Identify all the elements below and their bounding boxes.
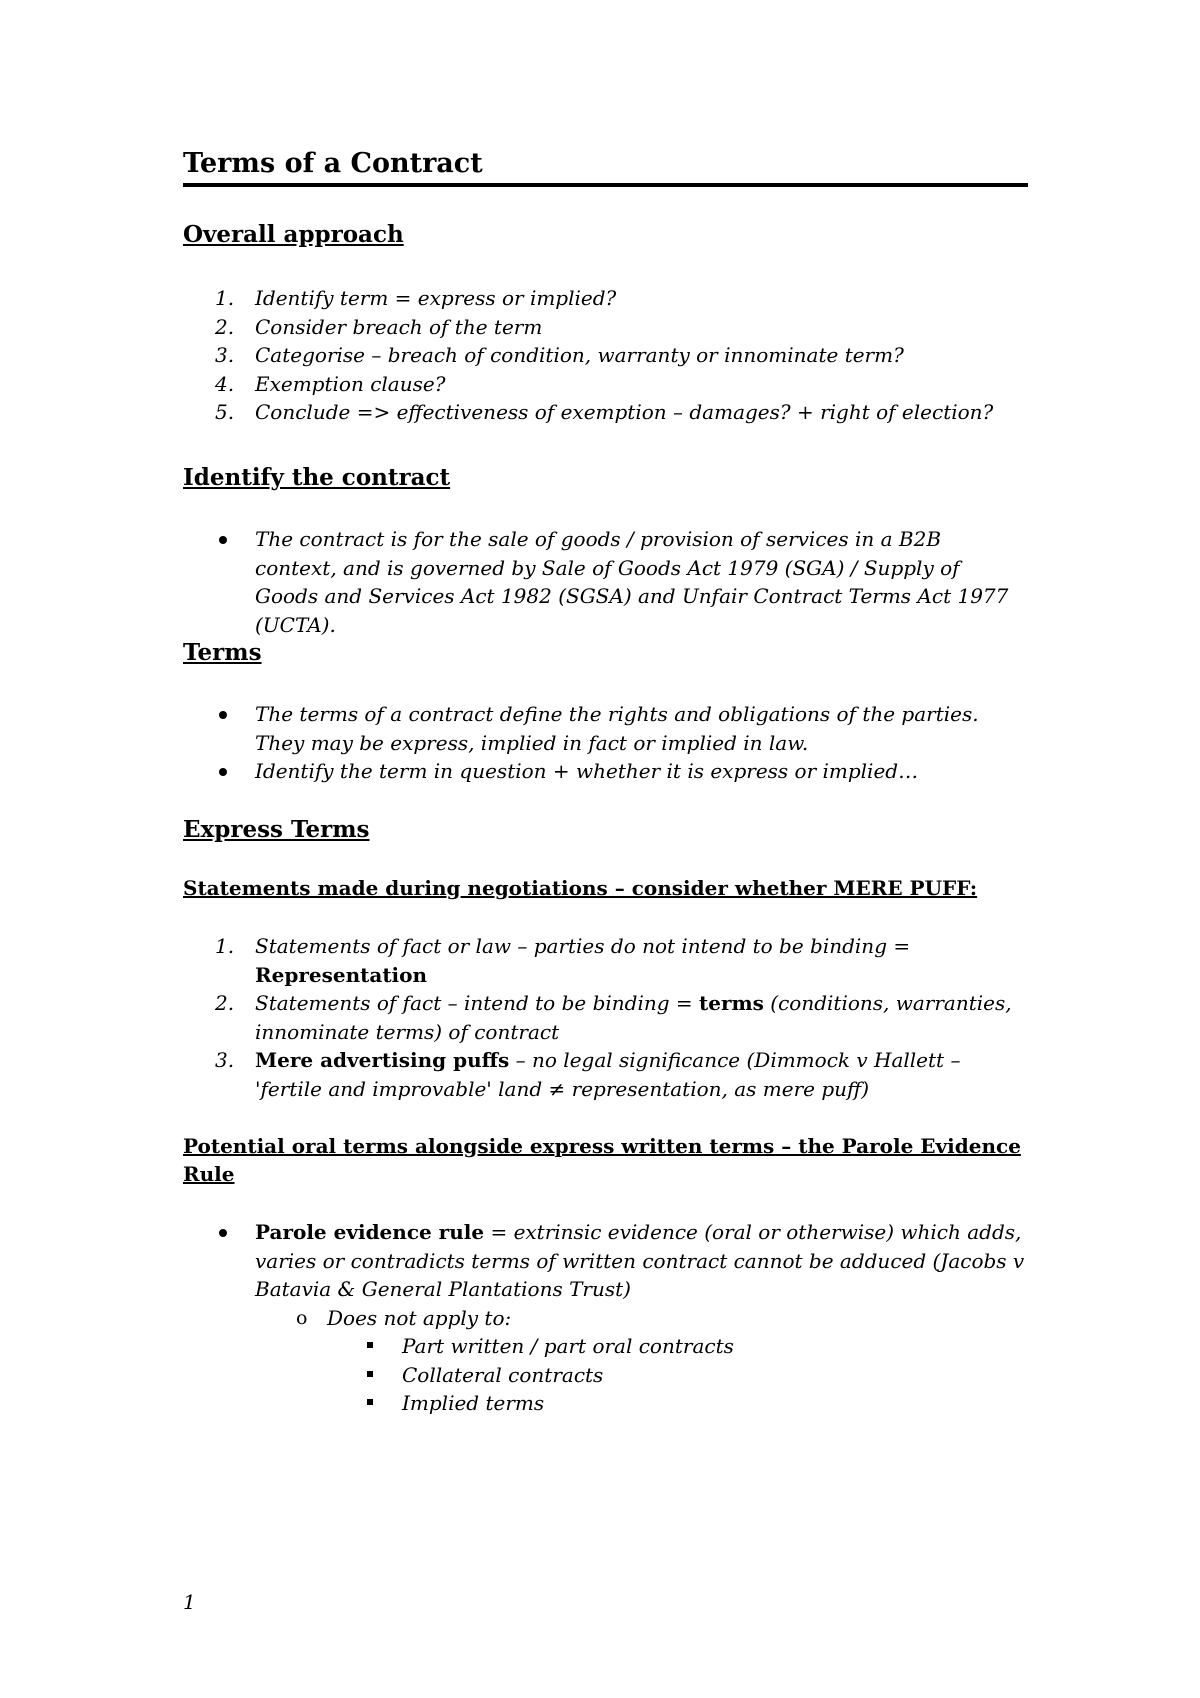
overall-approach-list (183, 284, 1028, 427)
express-terms-list (183, 932, 1028, 1103)
heading-terms: Terms (183, 639, 262, 666)
list-item: Parole evidence rule = extrinsic evidence (oral or otherwise) which adds, varies or contradicts terms of written contract cannot be adduced (Jacobs v Batavia & General Plantations Trust) (183, 1218, 1028, 1304)
list-item: 3. Categorise – breach of condition, warranty or innominate term? (215, 343, 904, 367)
page-number: 1 (183, 1590, 196, 1614)
subheading-parole-evidence: Potential oral terms alongside express written terms – the Parole Evidence Rule (183, 1134, 1021, 1186)
list-item: The contract is for the sale of goods / provision of services in a B2B context, and is governed by Sale of Goods Act 1979 (SGA) / Supply of Goods and Services Act 1982 (SGSA) and Unfair Contract Terms Act 1977 (UCTA). (183, 525, 1028, 639)
bullet-icon (219, 1229, 227, 1237)
list-item: 2. Statements of fact – intend to be binding = terms (conditions, warranties, innominate terms) of contract (215, 991, 1012, 1044)
terms-list (183, 700, 1028, 786)
heading-overall-approach: Overall approach (183, 221, 404, 248)
list-item: 1. Identify term = express or implied? (215, 286, 617, 310)
list-item: Part written / part oral contracts (183, 1332, 1028, 1361)
bullet-icon (219, 768, 227, 776)
list-item: o Does not apply to: (183, 1304, 1028, 1333)
subheading-statements-negotiations: Statements made during negotiations – consider whether MERE PUFF: (183, 876, 978, 900)
list-item: 4. Exemption clause? (215, 371, 446, 396)
page-title: Terms of a Contract (183, 146, 1028, 187)
parole-evidence-list (183, 1218, 1028, 1418)
list-item: Identify the term in question + whether it is express or implied… (183, 757, 1028, 786)
identify-contract-list (183, 525, 1028, 639)
square-bullet-icon (367, 1342, 373, 1348)
list-item: 5. Conclude => effectiveness of exemption – damages? + right of election? (215, 400, 994, 424)
list-item: 1. Statements of fact or law – parties do not intend to be binding = Representation (215, 934, 911, 987)
heading-identify-contract: Identify the contract (183, 464, 451, 491)
list-item: The terms of a contract define the rights and obligations of the parties. They may be express, implied in fact or implied in law. (183, 700, 1028, 757)
list-item: 2. Consider breach of the term (215, 314, 543, 339)
square-bullet-icon (367, 1399, 373, 1405)
heading-express-terms: Express Terms (183, 816, 370, 843)
list-item: 3. Mere advertising puffs – no legal significance (Dimmock v Hallett – 'fertile and improvable' land ≠ representation, as mere puff) (215, 1048, 961, 1101)
circle-bullet-icon: o (296, 1306, 308, 1329)
bullet-icon (219, 536, 227, 544)
list-item: Collateral contracts (183, 1361, 1028, 1390)
bullet-icon (219, 711, 227, 719)
document-page (183, 0, 1028, 1698)
list-item: Implied terms (183, 1389, 1028, 1418)
square-bullet-icon (367, 1371, 373, 1377)
